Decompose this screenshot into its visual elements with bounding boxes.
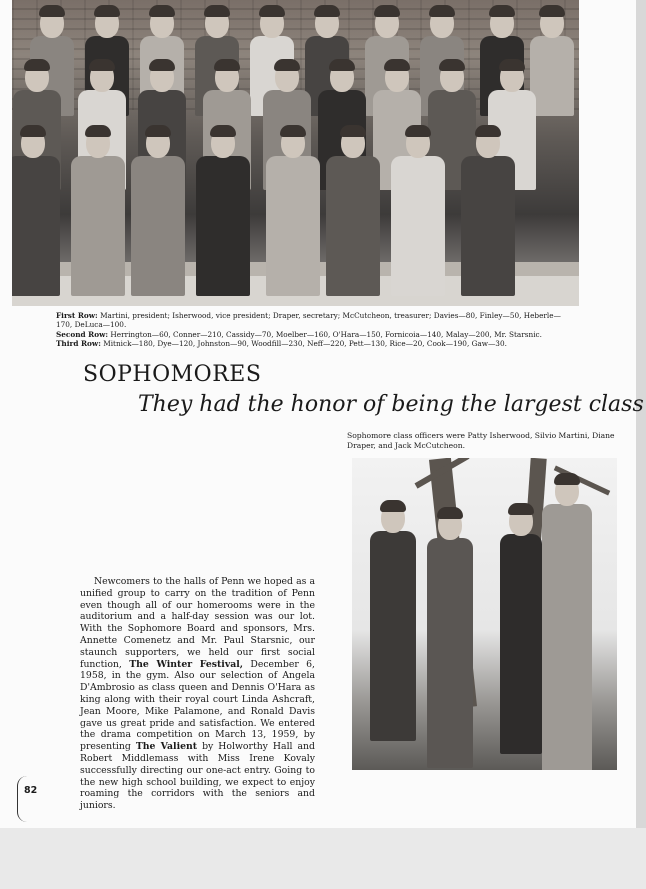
figure-hair (85, 125, 111, 137)
officers-photo-caption: Sophomore class officers were Patty Isherwood, Silvio Martini, Diane Draper, and Jack McCutcheon. (347, 431, 615, 450)
figure-hair (429, 5, 455, 17)
figure-body (370, 531, 416, 741)
class-officers-photo (352, 458, 617, 770)
figure-body (542, 504, 592, 770)
figure-hair (274, 59, 300, 71)
figure-hair (280, 125, 306, 137)
figure-body (391, 156, 445, 296)
page-number: 82 (24, 785, 38, 796)
caption-row-2 (56, 330, 576, 339)
figure-hair (329, 59, 355, 71)
figure-hair (405, 125, 431, 137)
figure-hair (374, 5, 400, 17)
body-text-3: by Holworthy Hall and Robert Middlemass with Miss Irene Kovaly successfully directing our one-act entry. Going to the new high school building, we expect to enjoy roaming the corridors with the seniors and juniors. (80, 741, 315, 812)
body-text-2: December 6, 1958, in the gym. Also our selection of Angela D'Ambrosio as class queen and Dennis O'Hara as king along with their royal court Linda Ashcraft, Jean Moore, Mike Palamone, and Ronald Davis gave us great pride and satisfaction. We entered the drama competition on March 13, 1959, by presenting (80, 658, 315, 753)
figure-hair (384, 59, 410, 71)
figure-hair (489, 5, 515, 17)
figure-hair (149, 59, 175, 71)
folio-ornament (17, 776, 32, 822)
caption-row-1-text: Martini, president; Isherwood, vice president; Draper, secretary; McCutcheon, treasurer; Davies—80, Finley—50, Heberle—170, DeLuca—100. (56, 311, 561, 330)
figure-body (266, 156, 320, 296)
caption-row-2-text: Herrington—60, Conner—210, Cassidy—70, Moelber—160, O'Hara—150, Fornicoia—140, Malay—200, Mr. Starsnic. (110, 329, 542, 339)
caption-row-3-text: Mitnick—180, Dye—120, Johnston—90, Woodfill—230, Neff—220, Pett—130, Rice—20, Cook—190, Gaw—30. (103, 339, 507, 349)
figure-hair (24, 59, 50, 71)
body-text-1: Newcomers to the halls of Penn we hoped as a unified group to carry on the tradition of Penn even though all of our homerooms were in the auditorium and a half-day session was our lot. With the Sophomore Board and sponsors, Mrs. Annette Comenetz and Mr. Paul Starsnic, our staunch supporters, we held our first social function, (80, 576, 315, 670)
figure-body (131, 156, 185, 296)
class-group-photo (12, 0, 579, 306)
figure-hair (439, 59, 465, 71)
play-title: The Valient (135, 741, 198, 753)
figure-hair (314, 5, 340, 17)
caption-row-2-label: Second Row: (56, 329, 109, 339)
figure-hair (539, 5, 565, 17)
caption-row-3-label: Third Row: (56, 339, 101, 349)
figure-hair (89, 59, 115, 71)
figure-hair (94, 5, 120, 17)
event-title-winter-festival: The Winter Festival, (129, 658, 244, 670)
figure-hair (475, 125, 501, 137)
section-heading: SOPHOMORES (83, 362, 262, 387)
figure-hair (145, 125, 171, 137)
figure-body (196, 156, 250, 296)
figure-hair (380, 500, 406, 512)
figure-body (12, 156, 60, 296)
figure-body (530, 36, 574, 116)
caption-row-1-label: First Row: (56, 311, 98, 320)
figure-hair (214, 59, 240, 71)
figure-body (461, 156, 515, 296)
article-body (80, 576, 315, 812)
figure-hair (204, 5, 230, 17)
figure-hair (508, 503, 534, 515)
figure-hair (340, 125, 366, 137)
figure-hair (554, 473, 580, 485)
figure-body (71, 156, 125, 296)
figure-hair (149, 5, 175, 17)
figure-hair (210, 125, 236, 137)
figure-hair (499, 59, 525, 71)
figure-hair (39, 5, 65, 17)
figure-hair (437, 507, 463, 519)
figure-hair (259, 5, 285, 17)
figure-body (500, 534, 542, 754)
figure-body (427, 538, 473, 768)
scan-margin (0, 828, 646, 889)
section-subheading: They had the honor of being the largest class (138, 392, 644, 417)
caption-row-1 (56, 311, 576, 330)
caption-row-3 (56, 339, 576, 348)
group-photo-caption (56, 311, 576, 349)
figure-body (326, 156, 380, 296)
figure-hair (20, 125, 46, 137)
